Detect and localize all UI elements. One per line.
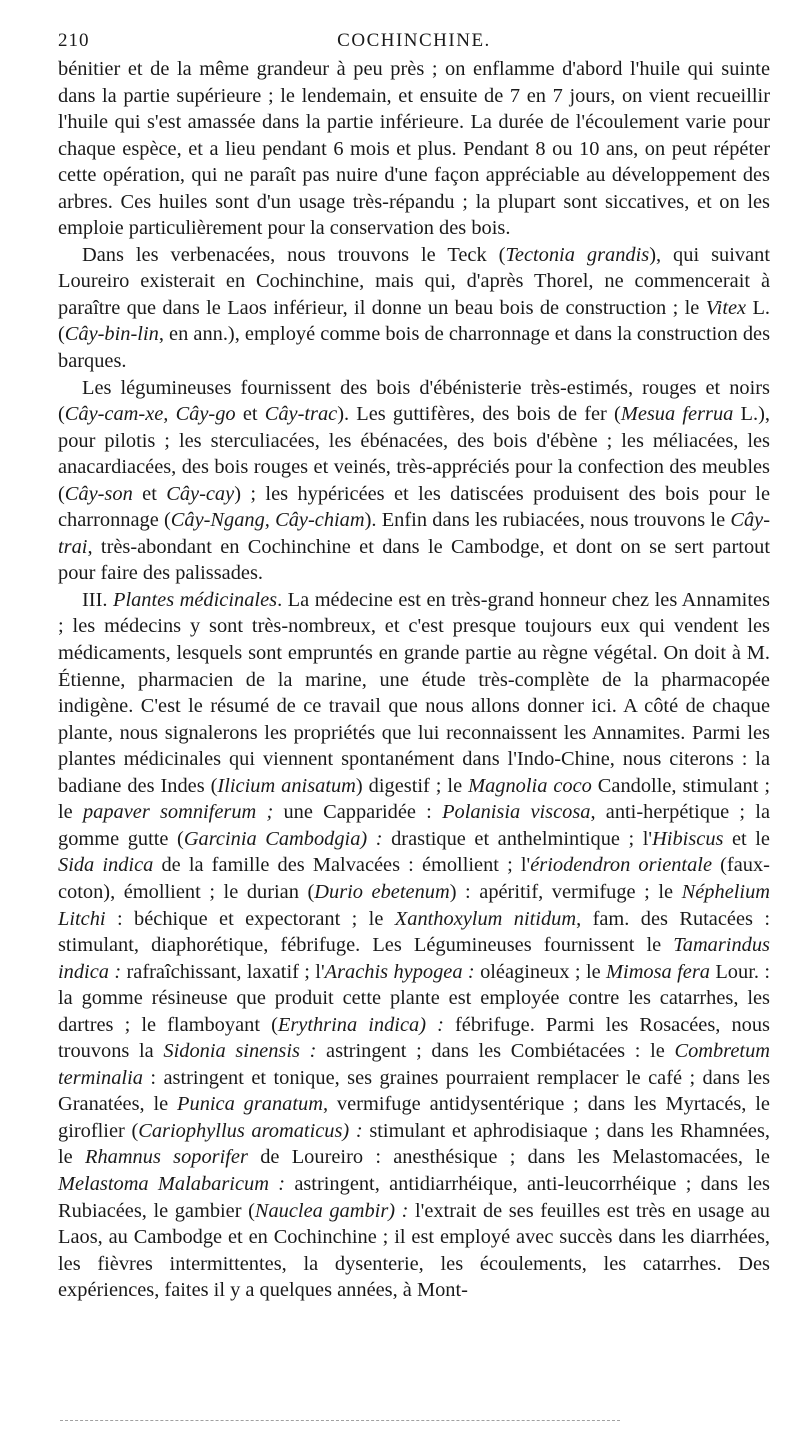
text-run: et xyxy=(132,482,167,505)
text-run: ) digestif ; le xyxy=(355,774,469,797)
italic-term: Cây-son xyxy=(64,482,133,505)
italic-term: Garcinia Cambodgia) : xyxy=(183,827,383,850)
text-run: l'extrait de ses feuilles est très en usage au Laos, au Cambodge et en Cochinchine ; il est employé avec succès dans les diarrhées, les fièvres intermittentes, la dysenterie, les écoulements, les catarrhes. Des expériences, faites il y a quelques années, à Mont- xyxy=(58,1199,771,1302)
text-run: de la famille des Malvacées : émollient ; l' xyxy=(153,854,531,877)
text-run: stimulant et aphrodisiaque ; dans les Rhamnées, le xyxy=(58,1119,771,1169)
text-run: bénitier et de la même grandeur à peu près ; on enflamme d'abord l'huile qui suinte dans la partie supérieure ; le lendemain, et ensuite de 7 en 7 jours, on vient recueillir l'huile qui s'est amassée dans la partie inférieure. La durée de l'écoulement varie pour chaque espèce, et a lieu pendant 6 mois et plus. Pendant 8 ou 10 ans, on peut répéter cette opération, qui ne paraît pas nuire d'une façon appréciable au développement des arbres. Ces huiles sont d'un usage très-répandu ; la plupart sont siccatives, et on les emploie particulièrement pour la conservation des bois. xyxy=(58,58,770,240)
italic-term: Plantes médicinales xyxy=(112,588,278,611)
italic-term: Cây-bin-lin xyxy=(64,323,159,346)
text-run: III. xyxy=(82,588,113,611)
text-run: Candolle, stimulant ; le xyxy=(58,774,770,824)
italic-term: Cây-cam-xe, Cây-go xyxy=(64,403,236,426)
text-run: oléagineux ; le xyxy=(474,960,607,983)
running-title: COCHINCHINE. xyxy=(337,30,491,51)
text-run: astringent, antidiarrhéique, anti-leucorrhéique ; dans les Rubiacées, le gambier ( xyxy=(58,1172,770,1222)
italic-term: Hibiscus xyxy=(652,827,724,850)
text-run: drastique et anthelmintique ; l' xyxy=(382,827,653,850)
paragraph xyxy=(58,587,770,1304)
paragraph xyxy=(58,375,770,587)
italic-term: Cây-Ngang, Cây-chiam xyxy=(170,509,365,532)
text-run: ) : apéritif, vermifuge ; le xyxy=(449,880,682,903)
italic-term: Cây-trai xyxy=(58,509,770,558)
italic-term: Xanthoxylum nitidum xyxy=(394,907,577,930)
text-run: astringent ; dans les Combiétacées : le xyxy=(316,1040,675,1063)
italic-term: Cây-trac xyxy=(264,403,338,426)
text-run: , fam. des Rutacées : stimulant, diaphorétique, fébrifuge. Les Légumineuses fournissent le xyxy=(58,907,770,957)
paragraph xyxy=(58,242,770,375)
text-run: , anti-herpétique ; la gomme gutte ( xyxy=(58,801,770,850)
italic-term: Rhamnus soporifer xyxy=(84,1146,248,1169)
text-run: , vermifuge antidysentérique ; dans les Myrtacés, le giroflier ( xyxy=(58,1093,770,1142)
text-run: , très-abondant en Cochinchine et dans le Cambodge, et dont on se sert partout pour faire des palissades. xyxy=(58,535,770,585)
italic-term: Melastoma Malabaricum : xyxy=(58,1172,286,1195)
italic-term: ériodendron orientale xyxy=(530,854,713,877)
footer-rule xyxy=(60,1420,620,1421)
text-run: ) ; les hypéricées et les datiscées produisent des bois pour le charronnage ( xyxy=(58,482,770,532)
text-run: : astringent et tonique, ses graines pourraient remplacer le café ; dans les Granatées, le xyxy=(58,1066,770,1116)
italic-term: papaver somniferum ; xyxy=(82,801,274,824)
text-run: (faux-coton), émollient ; le durian ( xyxy=(58,854,770,903)
paragraph xyxy=(58,56,770,242)
text-run: de Loureiro : anesthésique ; dans les Melastomacées, le xyxy=(247,1146,770,1169)
italic-term: Cariophyllus aromaticus) : xyxy=(138,1119,363,1142)
text-run: Dans les verbenacées, nous trouvons le Teck ( xyxy=(82,243,506,266)
text-run: ). Les guttifères, des bois de fer ( xyxy=(337,403,621,426)
text-run: Lour. : la gomme résineuse que produit cette plante est employée contre les catarrhes, les dartres ; le flamboyant ( xyxy=(58,960,770,1036)
italic-term: Mimosa fera xyxy=(606,960,710,983)
text-run: Les légumineuses fournissent des bois d'ébénisterie très-estimés, rouges et noirs ( xyxy=(58,376,770,426)
text-run: et xyxy=(235,403,265,426)
italic-term: Sidonia sinensis : xyxy=(163,1040,317,1063)
italic-term: Tamarindus indica : xyxy=(58,934,770,983)
body-text xyxy=(58,56,770,1304)
italic-term: Arachis hypogea : xyxy=(324,960,475,983)
text-run: : béchique et expectorant ; le xyxy=(105,907,395,930)
text-run: ), qui suivant Loureiro existerait en Cochinchine, mais qui, d'après Thorel, ne commencerait à paraître que dans le Laos inférieur, il donne un beau bois de construction ; le xyxy=(58,243,770,319)
text-run: rafraîchissant, laxatif ; l' xyxy=(121,960,325,983)
text-run: L.), pour pilotis ; les sterculiacées, les ébénacées, des bois d'ébène ; les méliacées, les anacardiacées, des bois rouges et veinés, très-appréciés pour la confection des meubles ( xyxy=(58,403,770,505)
text-run: , en ann.), employé comme bois de charronnage et dans la construction des barques. xyxy=(58,323,770,373)
text-run: et le xyxy=(723,827,770,850)
italic-term: Tectonia grandis xyxy=(505,243,650,266)
italic-term: Nauclea gambir) : xyxy=(254,1199,409,1222)
italic-term: Mesua ferrua xyxy=(620,403,734,426)
italic-term: Cây-cay xyxy=(166,482,235,505)
italic-term: Ilicium anisatum xyxy=(217,774,356,797)
italic-term: Combretum terminalia xyxy=(58,1040,770,1089)
italic-term: Punica granatum xyxy=(177,1093,323,1116)
italic-term: Polanisia viscosa xyxy=(442,801,591,824)
text-run: une Capparidée : xyxy=(273,801,443,824)
text-run: ). Enfin dans les rubiacées, nous trouvons le xyxy=(364,509,731,532)
text-run: . La médecine est en très-grand honneur chez les Annamites ; les médecins y sont très-nombreux, et c'est presque toujours eux qui vendent les médicaments, lesquels sont empruntés en grande partie au règne végétal. On doit à M. Étienne, pharmacien de la marine, une étude très-complète de la pharmacopée indigène. C'est le résumé de ce travail que nous allons donner ici. A côté de chaque plante, nous signalerons les propriétés que lui reconnaissent les Annamites. Parmi les plantes médicinales qui viennent spontanément dans l'Indo-Chine, nous citerons : la badiane des Indes ( xyxy=(58,588,770,797)
page-header xyxy=(58,30,770,56)
italic-term: Néphelium Litchi xyxy=(58,880,770,930)
italic-term: Durio ebetenum xyxy=(314,880,450,903)
text-run: L. ( xyxy=(58,296,771,346)
italic-term: Vitex xyxy=(705,296,747,319)
italic-term: Erythrina indica) : xyxy=(277,1013,444,1036)
text-run: fébrifuge. Parmi les Rosacées, nous trouvons la xyxy=(58,1013,770,1063)
italic-term: Magnolia coco xyxy=(468,774,592,797)
page-number: 210 xyxy=(58,30,90,51)
italic-term: Sida indica xyxy=(58,854,154,877)
